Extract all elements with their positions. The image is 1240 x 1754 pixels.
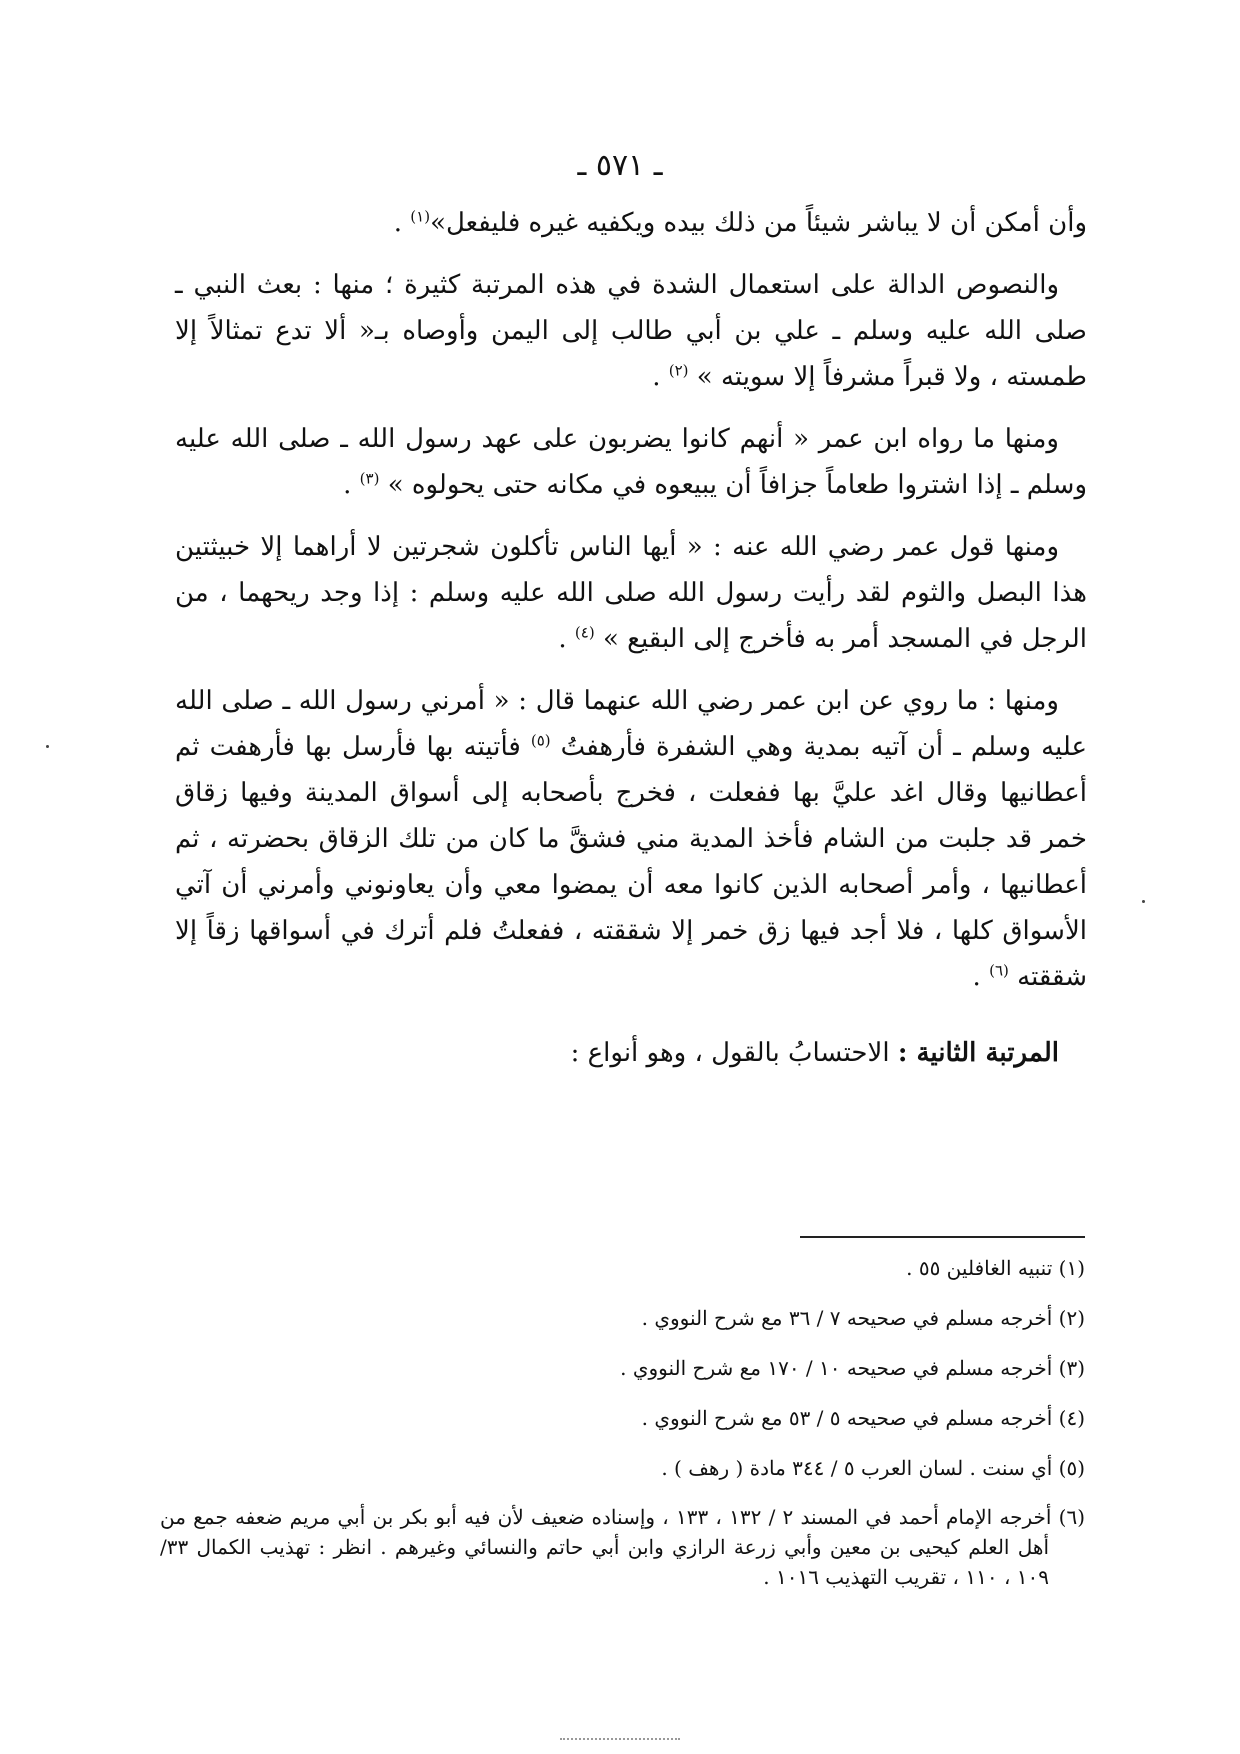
paragraph-text: وأن أمكن أن لا يباشر شيئاً من ذلك بيده ويكفيه غيره فليفعل»: [430, 208, 1087, 238]
paragraph-continuation: فأتيته بها فأرسل بها فأرهفت ثم أعطانيها وقال اغد عليَّ بها ففعلت ، فخرج بأصحابه إلى أسواق المدينة وفيها زقاق خمر قد جلبت من الشام فأخذ المدية مني فشقَّ ما كان من تلك الزقاق بحضرته ، ثم أعطانيها ، وأمر أصحابه الذين كانوا معه أن يمضوا معي وأن يعاونوني وأمرني أن آتي الأسواق كلها ، فلا أجد فيها زق خمر إلا شققته ، ففعلتُ فلم أترك في أسواقها زقاً إلا شققته: [175, 732, 1087, 992]
footnote-3: (٣) أخرجه مسلم في صحيحه ١٠ / ١٧٠ مع شرح النووي .: [620, 1356, 1085, 1380]
paragraph-tail: .: [558, 624, 575, 654]
paragraph-3: [175, 416, 1087, 508]
paragraph-text: والنصوص الدالة على استعمال الشدة في هذه المرتبة كثيرة ؛ منها : بعث النبي ـ صلى الله عليه وسلم ـ علي بن أبي طالب إلى اليمن وأوصاه بـ« ألا تدع تمثالاً إلا طمسته ، ولا قبراً مشرفاً إلا سويته »: [175, 270, 1087, 392]
scan-speck: [46, 745, 49, 748]
footnote-ref-6: (٦): [989, 961, 1009, 980]
scan-edge-mark: [560, 1738, 680, 1740]
paragraph-tail: .: [972, 962, 990, 992]
heading-label: المرتبة الثانية :: [897, 1038, 1059, 1068]
footnote-6: (٦) أخرجه الإمام أحمد في المسند ٢ / ١٣٢ ، ١٣٣ ، وإسناده ضعيف لأن فيه أبو بكر بن أبي مريم ضعفه جمع من أهل العلم كيحيى بن معين وأبي زرعة الرازي وابن أبي حاتم والنسائي وغيرهم . انظر : تهذيب الكمال ٣٣/ ١٠٩ ، ١١٠ ، تقريب التهذيب ١٠١٦ .: [160, 1505, 1086, 1589]
heading-text: الاحتسابُ بالقول ، وهو أنواع :: [570, 1038, 898, 1068]
paragraph-text: ومنها قول عمر رضي الله عنه : « أيها الناس تأكلون شجرتين لا أراهما إلا خبيثتين هذا البصل والثوم لقد رأيت رسول الله صلى الله عليه وسلم : إذا وجد ريحهما ، من الرجل في المسجد أمر به فأخرج إلى البقيع »: [175, 532, 1087, 654]
paragraph-tail: .: [343, 470, 360, 500]
footnote-ref-1: (١): [410, 207, 431, 226]
footnote-separator: [800, 1236, 1085, 1238]
paragraph-5: [175, 678, 1087, 1000]
paragraph-text: ومنها ما رواه ابن عمر « أنهم كانوا يضربون على عهد رسول الله ـ صلى الله عليه وسلم ـ إذا اشتروا طعاماً جزافاً أن يبيعوه في مكانه حتى يحولوه »: [175, 424, 1087, 500]
footnote-ref-2: (٢): [668, 361, 689, 380]
footnote-2: (٢) أخرجه مسلم في صحيحه ٧ / ٣٦ مع شرح النووي .: [641, 1306, 1085, 1330]
paragraph-text: ومنها : ما روي عن ابن عمر رضي الله عنهما قال : « أمرني رسول الله ـ صلى الله عليه وسلم ـ أن آتيه بمدية وهي الشفرة فأرهفتُ: [175, 686, 1087, 762]
paragraph-1: [175, 200, 1087, 246]
footnote-5: (٥) أي سنت . لسان العرب ٥ / ٣٤٤ مادة ( رهف ) .: [661, 1456, 1085, 1480]
paragraph-tail: .: [652, 362, 669, 392]
page-number: ـ ٥٧١ ـ: [577, 148, 663, 183]
footnote-4: (٤) أخرجه مسلم في صحيحه ٥ / ٥٣ مع شرح النووي .: [641, 1406, 1085, 1430]
footnote-ref-5: (٥): [530, 731, 551, 750]
paragraph-2: [175, 262, 1087, 400]
footnote-ref-4: (٤): [574, 623, 595, 642]
section-heading: [175, 1030, 1087, 1076]
main-text: [175, 200, 1087, 1092]
footnote-1: (١) تنبيه الغافلين ٥٥ .: [906, 1256, 1085, 1280]
footnotes: [160, 1252, 1085, 1609]
scan-speck: [1142, 900, 1145, 903]
footnote-ref-3: (٣): [359, 469, 380, 488]
paragraph-4: [175, 524, 1087, 662]
paragraph-tail: .: [393, 208, 411, 238]
